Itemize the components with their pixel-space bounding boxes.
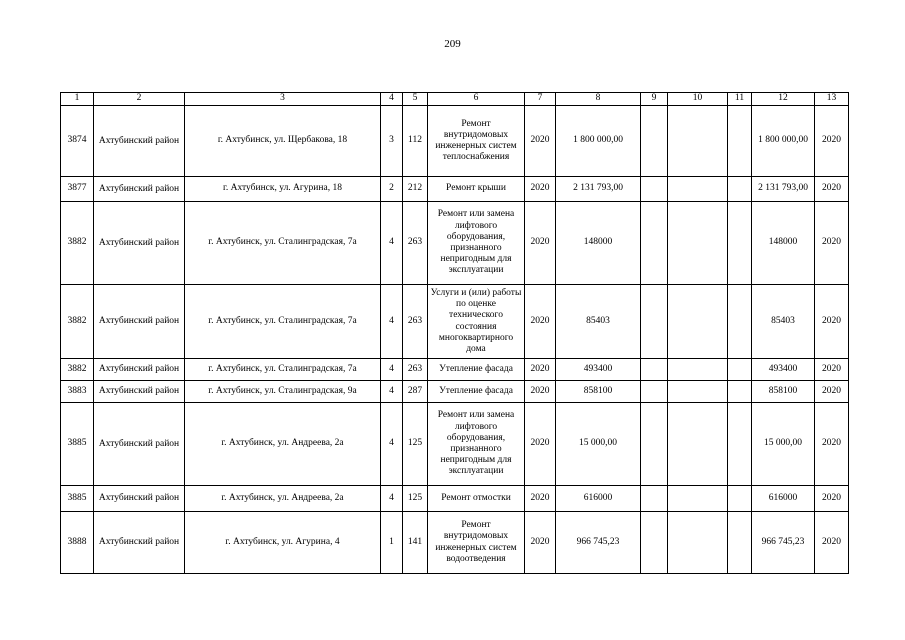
column-header: 11 xyxy=(728,93,752,106)
row-number: 3874 xyxy=(61,106,94,177)
table-row xyxy=(61,202,849,285)
start-year-cell: 2020 xyxy=(525,106,556,177)
column-10-cell xyxy=(668,486,728,512)
cost-cell: 15 000,00 xyxy=(556,403,641,486)
start-year-cell: 2020 xyxy=(525,403,556,486)
apartments-cell: 125 xyxy=(403,486,428,512)
column-9-cell xyxy=(641,403,668,486)
cost-cell: 2 131 793,00 xyxy=(556,177,641,202)
column-11-cell xyxy=(728,381,752,403)
start-year-cell: 2020 xyxy=(525,381,556,403)
district-cell: Ахтубинский район xyxy=(94,486,185,512)
column-header: 9 xyxy=(641,93,668,106)
column-10-cell xyxy=(668,381,728,403)
column-header: 5 xyxy=(403,93,428,106)
work-type-cell: Утепление фасада xyxy=(428,359,525,381)
district-cell: Ахтубинский район xyxy=(94,177,185,202)
floors-cell: 4 xyxy=(381,359,403,381)
end-year-cell: 2020 xyxy=(815,403,849,486)
column-11-cell xyxy=(728,486,752,512)
work-type-cell: Ремонт или замена лифтового оборудования, признанного непригодным для эксплуатации xyxy=(428,403,525,486)
total-cost-cell: 85403 xyxy=(752,285,815,359)
column-header: 12 xyxy=(752,93,815,106)
row-number: 3882 xyxy=(61,202,94,285)
column-9-cell xyxy=(641,359,668,381)
address-cell: г. Ахтубинск, ул. Андреева, 2а xyxy=(185,486,381,512)
column-9-cell xyxy=(641,512,668,574)
column-number-row xyxy=(61,93,849,106)
repair-program-table xyxy=(60,92,849,574)
apartments-cell: 263 xyxy=(403,202,428,285)
apartments-cell: 141 xyxy=(403,512,428,574)
column-10-cell xyxy=(668,512,728,574)
column-header: 4 xyxy=(381,93,403,106)
column-header: 3 xyxy=(185,93,381,106)
table-row xyxy=(61,381,849,403)
end-year-cell: 2020 xyxy=(815,381,849,403)
column-9-cell xyxy=(641,486,668,512)
table-row xyxy=(61,285,849,359)
apartments-cell: 125 xyxy=(403,403,428,486)
column-9-cell xyxy=(641,202,668,285)
district-cell: Ахтубинский район xyxy=(94,403,185,486)
column-header: 13 xyxy=(815,93,849,106)
table-row xyxy=(61,486,849,512)
column-11-cell xyxy=(728,403,752,486)
floors-cell: 4 xyxy=(381,202,403,285)
column-10-cell xyxy=(668,177,728,202)
district-cell: Ахтубинский район xyxy=(94,106,185,177)
row-number: 3885 xyxy=(61,403,94,486)
column-9-cell xyxy=(641,381,668,403)
end-year-cell: 2020 xyxy=(815,285,849,359)
column-header: 7 xyxy=(525,93,556,106)
apartments-cell: 212 xyxy=(403,177,428,202)
start-year-cell: 2020 xyxy=(525,285,556,359)
total-cost-cell: 2 131 793,00 xyxy=(752,177,815,202)
floors-cell: 4 xyxy=(381,403,403,486)
work-type-cell: Утепление фасада xyxy=(428,381,525,403)
end-year-cell: 2020 xyxy=(815,106,849,177)
column-9-cell xyxy=(641,106,668,177)
district-cell: Ахтубинский район xyxy=(94,359,185,381)
column-10-cell xyxy=(668,285,728,359)
address-cell: г. Ахтубинск, ул. Агурина, 4 xyxy=(185,512,381,574)
district-cell: Ахтубинский район xyxy=(94,285,185,359)
column-header: 2 xyxy=(94,93,185,106)
row-number: 3882 xyxy=(61,359,94,381)
apartments-cell: 287 xyxy=(403,381,428,403)
apartments-cell: 263 xyxy=(403,285,428,359)
total-cost-cell: 15 000,00 xyxy=(752,403,815,486)
floors-cell: 2 xyxy=(381,177,403,202)
total-cost-cell: 966 745,23 xyxy=(752,512,815,574)
column-11-cell xyxy=(728,106,752,177)
district-cell: Ахтубинский район xyxy=(94,512,185,574)
floors-cell: 4 xyxy=(381,285,403,359)
cost-cell: 85403 xyxy=(556,285,641,359)
column-11-cell xyxy=(728,177,752,202)
page-number: 209 xyxy=(444,38,461,50)
work-type-cell: Ремонт крыши xyxy=(428,177,525,202)
district-cell: Ахтубинский район xyxy=(94,202,185,285)
total-cost-cell: 148000 xyxy=(752,202,815,285)
address-cell: г. Ахтубинск, ул. Агурина, 18 xyxy=(185,177,381,202)
address-cell: г. Ахтубинск, ул. Сталинградская, 7а xyxy=(185,285,381,359)
start-year-cell: 2020 xyxy=(525,512,556,574)
end-year-cell: 2020 xyxy=(815,512,849,574)
work-type-cell: Ремонт отмостки xyxy=(428,486,525,512)
column-10-cell xyxy=(668,106,728,177)
column-header: 1 xyxy=(61,93,94,106)
row-number: 3877 xyxy=(61,177,94,202)
start-year-cell: 2020 xyxy=(525,177,556,202)
table-row xyxy=(61,106,849,177)
column-11-cell xyxy=(728,202,752,285)
address-cell: г. Ахтубинск, ул. Сталинградская, 7а xyxy=(185,359,381,381)
work-type-cell: Услуги и (или) работы по оценке технического состояния многоквартирного дома xyxy=(428,285,525,359)
address-cell: г. Ахтубинск, ул. Щербакова, 18 xyxy=(185,106,381,177)
apartments-cell: 263 xyxy=(403,359,428,381)
start-year-cell: 2020 xyxy=(525,486,556,512)
address-cell: г. Ахтубинск, ул. Сталинградская, 9а xyxy=(185,381,381,403)
column-10-cell xyxy=(668,359,728,381)
floors-cell: 4 xyxy=(381,381,403,403)
apartments-cell: 112 xyxy=(403,106,428,177)
column-header: 6 xyxy=(428,93,525,106)
end-year-cell: 2020 xyxy=(815,177,849,202)
floors-cell: 4 xyxy=(381,486,403,512)
column-header: 8 xyxy=(556,93,641,106)
total-cost-cell: 1 800 000,00 xyxy=(752,106,815,177)
total-cost-cell: 616000 xyxy=(752,486,815,512)
column-11-cell xyxy=(728,285,752,359)
work-type-cell: Ремонт или замена лифтового оборудования, признанного непригодным для эксплуатации xyxy=(428,202,525,285)
column-11-cell xyxy=(728,359,752,381)
district-cell: Ахтубинский район xyxy=(94,381,185,403)
column-10-cell xyxy=(668,403,728,486)
cost-cell: 858100 xyxy=(556,381,641,403)
start-year-cell: 2020 xyxy=(525,359,556,381)
row-number: 3883 xyxy=(61,381,94,403)
column-10-cell xyxy=(668,202,728,285)
total-cost-cell: 858100 xyxy=(752,381,815,403)
row-number: 3888 xyxy=(61,512,94,574)
floors-cell: 1 xyxy=(381,512,403,574)
cost-cell: 148000 xyxy=(556,202,641,285)
address-cell: г. Ахтубинск, ул. Андреева, 2а xyxy=(185,403,381,486)
column-header: 10 xyxy=(668,93,728,106)
work-type-cell: Ремонт внутридомовых инженерных систем теплоснабжения xyxy=(428,106,525,177)
cost-cell: 966 745,23 xyxy=(556,512,641,574)
table-row xyxy=(61,359,849,381)
end-year-cell: 2020 xyxy=(815,359,849,381)
floors-cell: 3 xyxy=(381,106,403,177)
cost-cell: 616000 xyxy=(556,486,641,512)
cost-cell: 1 800 000,00 xyxy=(556,106,641,177)
address-cell: г. Ахтубинск, ул. Сталинградская, 7а xyxy=(185,202,381,285)
end-year-cell: 2020 xyxy=(815,202,849,285)
column-9-cell xyxy=(641,177,668,202)
table-row xyxy=(61,512,849,574)
table-row xyxy=(61,403,849,486)
column-9-cell xyxy=(641,285,668,359)
start-year-cell: 2020 xyxy=(525,202,556,285)
row-number: 3882 xyxy=(61,285,94,359)
cost-cell: 493400 xyxy=(556,359,641,381)
column-11-cell xyxy=(728,512,752,574)
total-cost-cell: 493400 xyxy=(752,359,815,381)
end-year-cell: 2020 xyxy=(815,486,849,512)
work-type-cell: Ремонт внутридомовых инженерных систем водоотведения xyxy=(428,512,525,574)
row-number: 3885 xyxy=(61,486,94,512)
table-row xyxy=(61,177,849,202)
